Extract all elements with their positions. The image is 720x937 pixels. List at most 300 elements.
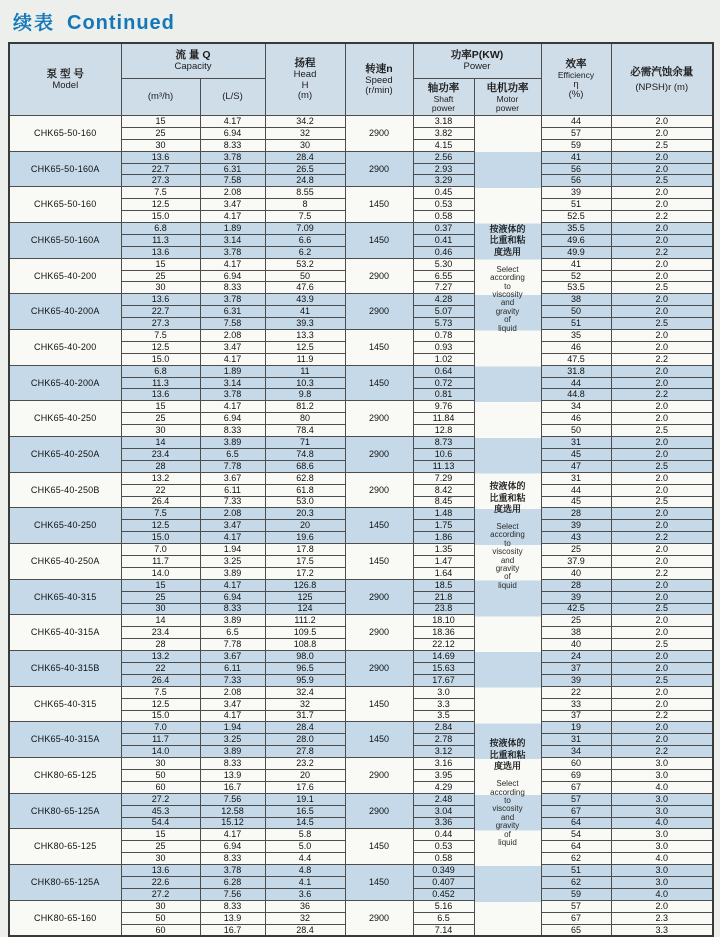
npsh-cell: 2.5 (611, 175, 713, 187)
head-cell: 23.2 (265, 758, 345, 770)
capacity-m3h-cell: 30 (121, 139, 200, 151)
npsh-cell: 2.2 (611, 353, 713, 365)
head-cell: 47.6 (265, 282, 345, 294)
efficiency-cell: 41 (541, 151, 611, 163)
capacity-m3h-cell: 25 (121, 841, 200, 853)
shaft-power-cell: 0.41 (413, 234, 474, 246)
efficiency-cell: 22 (541, 686, 611, 698)
head-cell: 7.5 (265, 211, 345, 223)
table-row (9, 151, 713, 163)
npsh-cell: 3.3 (611, 924, 713, 936)
shaft-power-cell: 3.04 (413, 805, 474, 817)
efficiency-cell: 31 (541, 734, 611, 746)
table-row (9, 900, 713, 912)
head-cell: 111.2 (265, 615, 345, 627)
npsh-cell: 2.0 (611, 306, 713, 318)
efficiency-cell: 69 (541, 769, 611, 781)
head-cell: 20 (265, 520, 345, 532)
capacity-m3h-cell: 22.7 (121, 163, 200, 175)
npsh-cell: 3.0 (611, 829, 713, 841)
capacity-ls-cell: 8.33 (200, 282, 265, 294)
capacity-m3h-cell: 7.0 (121, 722, 200, 734)
capacity-ls-cell: 3.78 (200, 246, 265, 258)
capacity-ls-cell: 3.25 (200, 555, 265, 567)
shaft-power-cell: 1.02 (413, 353, 474, 365)
capacity-ls-cell: 6.94 (200, 127, 265, 139)
efficiency-cell: 40 (541, 639, 611, 651)
head-cell: 74.8 (265, 448, 345, 460)
speed-cell: 1450 (345, 686, 413, 722)
model-cell: CHK65-40-250A (9, 437, 121, 473)
shaft-power-cell: 15.63 (413, 662, 474, 674)
efficiency-cell: 28 (541, 579, 611, 591)
head-cell: 95.9 (265, 674, 345, 686)
head-cell: 41 (265, 306, 345, 318)
efficiency-cell: 33 (541, 698, 611, 710)
shaft-power-cell: 7.29 (413, 472, 474, 484)
capacity-ls-cell: 3.47 (200, 520, 265, 532)
capacity-ls-cell: 6.31 (200, 306, 265, 318)
efficiency-cell: 64 (541, 841, 611, 853)
head-cell: 124 (265, 603, 345, 615)
head-cell: 10.3 (265, 377, 345, 389)
npsh-cell: 2.0 (611, 234, 713, 246)
npsh-cell: 2.0 (611, 615, 713, 627)
efficiency-cell: 34 (541, 401, 611, 413)
capacity-m3h-cell: 12.5 (121, 698, 200, 710)
head-cell: 53.0 (265, 496, 345, 508)
npsh-cell: 2.2 (611, 710, 713, 722)
capacity-ls-cell: 3.47 (200, 698, 265, 710)
table-row (9, 258, 713, 270)
npsh-cell: 2.0 (611, 401, 713, 413)
head-cell: 28.0 (265, 734, 345, 746)
shaft-power-cell: 2.84 (413, 722, 474, 734)
table-row (9, 686, 713, 698)
efficiency-cell: 45 (541, 448, 611, 460)
capacity-m3h-cell: 22.6 (121, 877, 200, 889)
npsh-cell: 2.0 (611, 258, 713, 270)
shaft-power-cell: 4.28 (413, 294, 474, 306)
head-cell: 11.9 (265, 353, 345, 365)
capacity-m3h-cell: 11.3 (121, 234, 200, 246)
speed-cell: 2900 (345, 116, 413, 152)
npsh-cell: 3.0 (611, 805, 713, 817)
efficiency-cell: 54 (541, 829, 611, 841)
capacity-ls-cell: 6.5 (200, 448, 265, 460)
capacity-m3h-cell: 15.0 (121, 710, 200, 722)
efficiency-cell: 49.9 (541, 246, 611, 258)
efficiency-cell: 67 (541, 912, 611, 924)
speed-cell: 2900 (345, 437, 413, 473)
efficiency-cell: 51 (541, 318, 611, 330)
npsh-cell: 2.0 (611, 484, 713, 496)
capacity-ls-cell: 7.78 (200, 639, 265, 651)
npsh-cell: 2.0 (611, 187, 713, 199)
shaft-power-cell: 0.45 (413, 187, 474, 199)
capacity-m3h-cell: 7.5 (121, 686, 200, 698)
npsh-cell: 2.0 (611, 627, 713, 639)
npsh-cell: 2.5 (611, 139, 713, 151)
head-cell: 30 (265, 139, 345, 151)
efficiency-cell: 46 (541, 341, 611, 353)
efficiency-cell: 24 (541, 651, 611, 663)
head-cell: 68.6 (265, 460, 345, 472)
col-header-speed: 转速n Speed (r/min) (345, 43, 413, 116)
model-cell: CHK80-65-125A (9, 865, 121, 901)
model-cell: CHK65-40-315 (9, 686, 121, 722)
head-cell: 53.2 (265, 258, 345, 270)
head-cell: 6.6 (265, 234, 345, 246)
capacity-m3h-cell: 13.6 (121, 294, 200, 306)
efficiency-cell: 39 (541, 187, 611, 199)
table-row (9, 829, 713, 841)
head-cell: 8 (265, 199, 345, 211)
capacity-ls-cell: 7.33 (200, 674, 265, 686)
npsh-cell: 2.0 (611, 662, 713, 674)
shaft-power-cell: 1.48 (413, 508, 474, 520)
npsh-cell: 2.2 (611, 532, 713, 544)
capacity-ls-cell: 16.7 (200, 781, 265, 793)
table-body (9, 116, 713, 937)
shaft-power-cell: 9.76 (413, 401, 474, 413)
head-cell: 13.3 (265, 330, 345, 342)
npsh-cell: 2.0 (611, 199, 713, 211)
capacity-ls-cell: 3.89 (200, 746, 265, 758)
npsh-cell: 2.0 (611, 544, 713, 556)
table-row (9, 437, 713, 449)
npsh-cell: 2.0 (611, 223, 713, 235)
head-cell: 32 (265, 912, 345, 924)
efficiency-cell: 44 (541, 377, 611, 389)
head-cell: 17.8 (265, 544, 345, 556)
capacity-ls-cell: 4.17 (200, 116, 265, 128)
capacity-m3h-cell: 15 (121, 829, 200, 841)
head-cell: 81.2 (265, 401, 345, 413)
head-cell: 32.4 (265, 686, 345, 698)
head-cell: 62.8 (265, 472, 345, 484)
model-cell: CHK65-40-200 (9, 258, 121, 294)
capacity-m3h-cell: 30 (121, 603, 200, 615)
efficiency-cell: 44 (541, 116, 611, 128)
capacity-m3h-cell: 13.6 (121, 389, 200, 401)
head-cell: 80 (265, 413, 345, 425)
npsh-cell: 2.5 (611, 603, 713, 615)
shaft-power-cell: 0.46 (413, 246, 474, 258)
capacity-ls-cell: 3.89 (200, 615, 265, 627)
npsh-cell: 2.0 (611, 698, 713, 710)
efficiency-cell: 45 (541, 496, 611, 508)
npsh-cell: 2.0 (611, 151, 713, 163)
npsh-cell: 2.0 (611, 722, 713, 734)
capacity-m3h-cell: 14.0 (121, 567, 200, 579)
capacity-m3h-cell: 27.3 (121, 318, 200, 330)
capacity-ls-cell: 3.14 (200, 377, 265, 389)
shaft-power-cell: 14.69 (413, 651, 474, 663)
npsh-cell: 2.0 (611, 116, 713, 128)
shaft-power-cell: 5.73 (413, 318, 474, 330)
speed-cell: 1450 (345, 544, 413, 580)
shaft-power-cell: 0.78 (413, 330, 474, 342)
capacity-m3h-cell: 30 (121, 758, 200, 770)
capacity-ls-cell: 6.31 (200, 163, 265, 175)
capacity-m3h-cell: 12.5 (121, 520, 200, 532)
head-cell: 28.4 (265, 924, 345, 936)
head-cell: 96.5 (265, 662, 345, 674)
capacity-ls-cell: 13.9 (200, 912, 265, 924)
capacity-m3h-cell: 23.4 (121, 627, 200, 639)
speed-cell: 2900 (345, 401, 413, 437)
capacity-m3h-cell: 7.5 (121, 330, 200, 342)
shaft-power-cell: 0.64 (413, 365, 474, 377)
shaft-power-cell: 2.93 (413, 163, 474, 175)
head-cell: 36 (265, 900, 345, 912)
shaft-power-cell: 7.27 (413, 282, 474, 294)
model-cell: CHK65-40-250A (9, 544, 121, 580)
capacity-m3h-cell: 7.0 (121, 544, 200, 556)
model-cell: CHK80-65-125A (9, 793, 121, 829)
npsh-cell: 2.0 (611, 270, 713, 282)
capacity-m3h-cell: 15.0 (121, 211, 200, 223)
head-cell: 17.5 (265, 555, 345, 567)
speed-cell: 1450 (345, 223, 413, 259)
capacity-ls-cell: 3.78 (200, 151, 265, 163)
table-row (9, 401, 713, 413)
efficiency-cell: 67 (541, 781, 611, 793)
head-cell: 61.8 (265, 484, 345, 496)
model-cell: CHK65-40-200A (9, 365, 121, 401)
capacity-m3h-cell: 15 (121, 579, 200, 591)
table-row (9, 615, 713, 627)
shaft-power-cell: 0.81 (413, 389, 474, 401)
efficiency-cell: 31.8 (541, 365, 611, 377)
npsh-cell: 2.0 (611, 341, 713, 353)
capacity-ls-cell: 6.94 (200, 841, 265, 853)
capacity-ls-cell: 7.58 (200, 318, 265, 330)
npsh-cell: 4.0 (611, 888, 713, 900)
shaft-power-cell: 5.16 (413, 900, 474, 912)
col-header-capacity-ls: (L/S) (200, 79, 265, 116)
capacity-m3h-cell: 14 (121, 437, 200, 449)
shaft-power-cell: 8.42 (413, 484, 474, 496)
shaft-power-cell: 0.58 (413, 853, 474, 865)
capacity-m3h-cell: 45.3 (121, 805, 200, 817)
shaft-power-cell: 0.37 (413, 223, 474, 235)
capacity-m3h-cell: 22.7 (121, 306, 200, 318)
table-row (9, 865, 713, 877)
model-cell: CHK65-50-160A (9, 151, 121, 187)
npsh-cell: 2.2 (611, 246, 713, 258)
efficiency-cell: 62 (541, 853, 611, 865)
col-header-npsh: 必需汽蚀余量 (NPSH)r (m) (611, 43, 713, 116)
capacity-m3h-cell: 28 (121, 639, 200, 651)
capacity-ls-cell: 3.25 (200, 734, 265, 746)
capacity-ls-cell: 2.08 (200, 686, 265, 698)
capacity-m3h-cell: 27.2 (121, 888, 200, 900)
speed-cell: 2900 (345, 472, 413, 508)
npsh-cell: 4.0 (611, 853, 713, 865)
speed-cell: 2900 (345, 651, 413, 687)
efficiency-cell: 39 (541, 520, 611, 532)
npsh-cell: 2.0 (611, 448, 713, 460)
table-row (9, 330, 713, 342)
capacity-ls-cell: 12.58 (200, 805, 265, 817)
efficiency-cell: 38 (541, 627, 611, 639)
speed-cell: 2900 (345, 579, 413, 615)
speed-cell: 1450 (345, 330, 413, 366)
npsh-cell: 3.0 (611, 769, 713, 781)
capacity-ls-cell: 6.5 (200, 627, 265, 639)
shaft-power-cell: 3.36 (413, 817, 474, 829)
capacity-m3h-cell: 50 (121, 912, 200, 924)
shaft-power-cell: 18.36 (413, 627, 474, 639)
efficiency-cell: 31 (541, 437, 611, 449)
head-cell: 5.0 (265, 841, 345, 853)
capacity-m3h-cell: 30 (121, 425, 200, 437)
capacity-m3h-cell: 25 (121, 127, 200, 139)
npsh-cell: 2.5 (611, 460, 713, 472)
head-cell: 6.2 (265, 246, 345, 258)
head-cell: 11 (265, 365, 345, 377)
npsh-cell: 2.0 (611, 555, 713, 567)
efficiency-cell: 37 (541, 662, 611, 674)
shaft-power-cell: 1.47 (413, 555, 474, 567)
capacity-m3h-cell: 25 (121, 591, 200, 603)
head-cell: 20.3 (265, 508, 345, 520)
npsh-cell: 2.0 (611, 413, 713, 425)
npsh-cell: 2.0 (611, 294, 713, 306)
head-cell: 9.8 (265, 389, 345, 401)
shaft-power-cell: 3.3 (413, 698, 474, 710)
shaft-power-cell: 8.45 (413, 496, 474, 508)
capacity-m3h-cell: 12.5 (121, 341, 200, 353)
npsh-cell: 2.0 (611, 472, 713, 484)
shaft-power-cell: 18.10 (413, 615, 474, 627)
capacity-ls-cell: 13.9 (200, 769, 265, 781)
model-cell: CHK65-40-315A (9, 615, 121, 651)
npsh-cell: 2.2 (611, 389, 713, 401)
npsh-cell: 2.5 (611, 318, 713, 330)
col-header-shaft-power: 轴功率 Shaft power (413, 79, 474, 116)
npsh-cell: 2.0 (611, 579, 713, 591)
npsh-cell: 4.0 (611, 817, 713, 829)
efficiency-cell: 37.9 (541, 555, 611, 567)
head-cell: 14.5 (265, 817, 345, 829)
head-cell: 126.8 (265, 579, 345, 591)
motor-power-note-cell (474, 116, 541, 937)
shaft-power-cell: 0.58 (413, 211, 474, 223)
viscosity-note: 按液体的 比重和粘 度选用 Select according to viscosity and gravity of liquid (489, 224, 526, 333)
model-cell: CHK80-65-125 (9, 829, 121, 865)
pump-spec-table (8, 42, 714, 937)
viscosity-note: 按液体的 比重和粘 度选用 Select according to viscosity and gravity of liquid (489, 738, 526, 847)
efficiency-cell: 51 (541, 865, 611, 877)
npsh-cell: 3.0 (611, 877, 713, 889)
speed-cell: 2900 (345, 151, 413, 187)
model-cell: CHK65-40-315 (9, 579, 121, 615)
capacity-ls-cell: 7.56 (200, 793, 265, 805)
capacity-ls-cell: 3.78 (200, 865, 265, 877)
speed-cell: 1450 (345, 365, 413, 401)
capacity-m3h-cell: 11.7 (121, 734, 200, 746)
efficiency-cell: 42.5 (541, 603, 611, 615)
head-cell: 125 (265, 591, 345, 603)
capacity-ls-cell: 4.17 (200, 579, 265, 591)
efficiency-cell: 46 (541, 413, 611, 425)
npsh-cell: 2.3 (611, 912, 713, 924)
page-title (13, 8, 712, 35)
shaft-power-cell: 11.84 (413, 413, 474, 425)
model-cell: CHK65-40-315B (9, 651, 121, 687)
shaft-power-cell: 4.15 (413, 139, 474, 151)
head-cell: 20 (265, 769, 345, 781)
capacity-ls-cell: 2.08 (200, 330, 265, 342)
efficiency-cell: 31 (541, 472, 611, 484)
head-cell: 32 (265, 127, 345, 139)
model-cell: CHK65-40-250B (9, 472, 121, 508)
capacity-ls-cell: 3.67 (200, 651, 265, 663)
capacity-ls-cell: 8.33 (200, 603, 265, 615)
capacity-ls-cell: 7.58 (200, 175, 265, 187)
capacity-m3h-cell: 30 (121, 900, 200, 912)
capacity-m3h-cell: 6.8 (121, 365, 200, 377)
capacity-ls-cell: 3.78 (200, 294, 265, 306)
model-cell: CHK80-65-160 (9, 900, 121, 936)
capacity-m3h-cell: 11.7 (121, 555, 200, 567)
efficiency-cell: 39 (541, 591, 611, 603)
speed-cell: 1450 (345, 508, 413, 544)
efficiency-cell: 34 (541, 746, 611, 758)
speed-cell: 1450 (345, 829, 413, 865)
model-cell: CHK65-40-200 (9, 330, 121, 366)
efficiency-cell: 51 (541, 199, 611, 211)
efficiency-cell: 59 (541, 139, 611, 151)
speed-cell: 2900 (345, 258, 413, 294)
table-row (9, 116, 713, 128)
head-cell: 19.1 (265, 793, 345, 805)
head-cell: 4.4 (265, 853, 345, 865)
capacity-m3h-cell: 26.4 (121, 674, 200, 686)
shaft-power-cell: 4.29 (413, 781, 474, 793)
shaft-power-cell: 3.0 (413, 686, 474, 698)
model-cell: CHK80-65-125 (9, 758, 121, 794)
capacity-ls-cell: 15.12 (200, 817, 265, 829)
head-cell: 28.4 (265, 151, 345, 163)
shaft-power-cell: 6.5 (413, 912, 474, 924)
speed-cell: 2900 (345, 758, 413, 794)
efficiency-cell: 35 (541, 330, 611, 342)
table-row (9, 294, 713, 306)
shaft-power-cell: 2.78 (413, 734, 474, 746)
efficiency-cell: 57 (541, 127, 611, 139)
table-row (9, 793, 713, 805)
capacity-m3h-cell: 22 (121, 484, 200, 496)
capacity-m3h-cell: 15 (121, 401, 200, 413)
shaft-power-cell: 1.75 (413, 520, 474, 532)
npsh-cell: 2.0 (611, 508, 713, 520)
npsh-cell: 2.5 (611, 282, 713, 294)
col-header-model: 泵 型 号 Model (9, 43, 121, 116)
efficiency-cell: 52 (541, 270, 611, 282)
capacity-m3h-cell: 23.4 (121, 448, 200, 460)
speed-cell: 1450 (345, 722, 413, 758)
shaft-power-cell: 5.07 (413, 306, 474, 318)
capacity-ls-cell: 8.33 (200, 139, 265, 151)
capacity-m3h-cell: 13.2 (121, 472, 200, 484)
speed-cell: 2900 (345, 615, 413, 651)
shaft-power-cell: 21.8 (413, 591, 474, 603)
capacity-m3h-cell: 25 (121, 270, 200, 282)
